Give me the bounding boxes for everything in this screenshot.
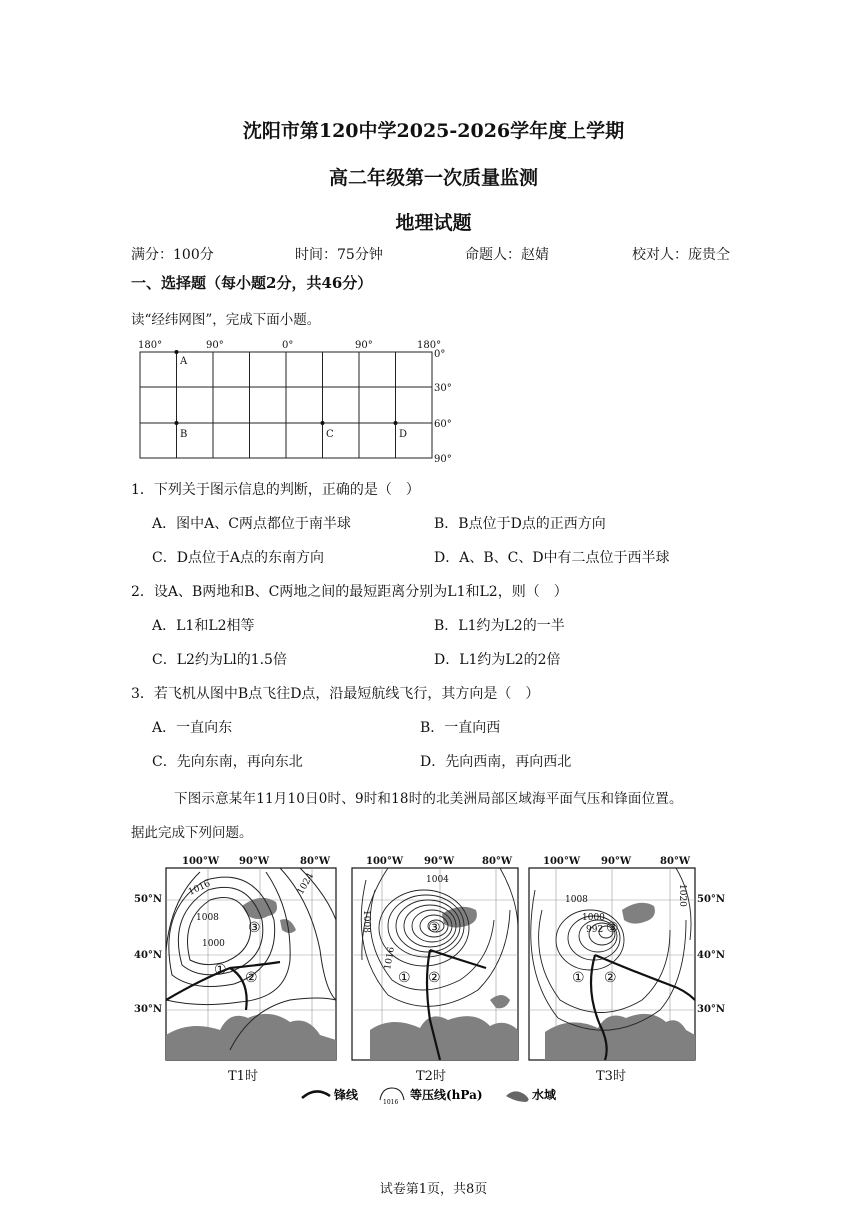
intro-grid: 读“经纬网图”，完成下面小题。 bbox=[131, 312, 321, 328]
q1-option-c[interactable]: C．D点位于A点的东南方向 bbox=[152, 550, 325, 566]
question-2-stem: 2．设A、B两地和B、C两地之间的最短距离分别为L1和L2，则（ ） bbox=[131, 584, 568, 600]
lon-label: 80°W bbox=[482, 856, 513, 867]
isobar-label: 1000 bbox=[202, 939, 225, 949]
intro-weather-line2: 据此完成下列问题。 bbox=[131, 825, 253, 841]
isobar-label: 1024 bbox=[295, 871, 317, 897]
q3-option-c[interactable]: C．先向东南，再向东北 bbox=[152, 754, 303, 770]
lat-long-grid-figure bbox=[130, 336, 460, 466]
marker-2: ② bbox=[245, 970, 258, 986]
caption-t2: T2时 bbox=[416, 1069, 446, 1084]
marker-3: ③ bbox=[248, 920, 261, 936]
point-label-c: C bbox=[326, 429, 334, 440]
q1-option-a[interactable]: A．图中A、C两点都位于南半球 bbox=[152, 516, 351, 532]
map-panel-t2 bbox=[352, 868, 518, 1060]
q2-option-d[interactable]: D．L1约为L2的2倍 bbox=[434, 652, 561, 668]
grid-top-label: 180° bbox=[417, 340, 442, 351]
q3-option-a[interactable]: A．一直向东 bbox=[152, 720, 233, 736]
isobar-label: 1004 bbox=[426, 875, 449, 885]
lat-label: 40°N bbox=[134, 950, 163, 961]
marker-3: ③ bbox=[428, 920, 441, 936]
point-label-d: D bbox=[399, 429, 408, 440]
legend-isobar: 等压线(hPa) bbox=[410, 1088, 483, 1102]
grid-right-label: 90° bbox=[434, 454, 452, 465]
lat-label: 50°N bbox=[134, 894, 163, 905]
map-panel-t3 bbox=[529, 868, 695, 1060]
lon-label: 100°W bbox=[366, 856, 404, 867]
caption-t1: T1时 bbox=[228, 1069, 258, 1084]
map-legend bbox=[302, 1087, 557, 1106]
isobar-label: 1008 bbox=[361, 910, 371, 933]
question-3-stem: 3．若飞机从图中B点飞往D点，沿最短航线飞行，其方向是（ ） bbox=[131, 686, 540, 702]
isobar-label: 1008 bbox=[565, 895, 588, 905]
legend-isobar-sample: 1016 bbox=[383, 1099, 399, 1106]
q1-option-d[interactable]: D．A、B、C、D中有二点位于西半球 bbox=[434, 550, 670, 566]
lat-label: 40°N bbox=[697, 950, 726, 961]
grid-top-label: 90° bbox=[355, 340, 373, 351]
point-a-dot bbox=[175, 350, 179, 354]
isobar-label: 1008 bbox=[196, 913, 219, 923]
grid-top-label: 0° bbox=[282, 340, 294, 351]
reviewer: 校对人：庞贵仝 bbox=[632, 247, 730, 263]
map-panel-t1 bbox=[165, 868, 336, 1060]
marker-2: ② bbox=[604, 970, 617, 986]
lon-label: 90°W bbox=[601, 856, 632, 867]
isobar-label: 1016 bbox=[383, 946, 397, 971]
lon-label: 100°W bbox=[543, 856, 581, 867]
point-label-a: A bbox=[180, 356, 188, 367]
legend-front: 锋线 bbox=[334, 1088, 359, 1102]
lat-label: 30°N bbox=[697, 1004, 726, 1015]
exam-time: 时间：75分钟 bbox=[295, 247, 383, 263]
grid-right-label: 0° bbox=[434, 349, 446, 360]
front-line-icon bbox=[302, 1091, 330, 1098]
title-school: 沈阳市第120中学2025-2026学年度上学期 bbox=[242, 120, 625, 142]
grid-top-label: 90° bbox=[206, 340, 224, 351]
q3-option-b[interactable]: B．一直向西 bbox=[420, 720, 501, 736]
intro-weather-line1: 下图示意某年11月10日0时、9时和18时的北美洲局部区域海平面气压和锋面位置。 bbox=[174, 791, 683, 807]
lat-label: 50°N bbox=[697, 894, 726, 905]
q3-option-d[interactable]: D．先向西南，再向西北 bbox=[420, 754, 572, 770]
author: 命题人：赵婧 bbox=[465, 247, 549, 263]
weather-maps-figure bbox=[130, 850, 730, 1110]
section-heading: 一、选择题（每小题2分，共46分） bbox=[131, 274, 373, 292]
marker-1: ① bbox=[572, 970, 585, 986]
page-footer: 试卷第1页，共8页 bbox=[379, 1182, 488, 1197]
isobar-label: 1020 bbox=[677, 884, 687, 907]
isobar-label: 992 bbox=[586, 925, 604, 935]
point-c-dot bbox=[321, 421, 325, 425]
grid-top-label: 180° bbox=[138, 340, 163, 351]
q2-option-a[interactable]: A．L1和L2相等 bbox=[152, 618, 255, 634]
lon-label: 80°W bbox=[660, 856, 691, 867]
title-grade: 高二年级第一次质量监测 bbox=[328, 167, 538, 189]
q2-option-c[interactable]: C．L2约为Ll的1.5倍 bbox=[152, 652, 287, 668]
point-d-dot bbox=[394, 421, 398, 425]
question-1-stem: 1．下列关于图示信息的判断，正确的是（ ） bbox=[131, 482, 420, 498]
point-label-b: B bbox=[180, 429, 188, 440]
lon-label: 90°W bbox=[239, 856, 270, 867]
lon-label: 100°W bbox=[182, 856, 220, 867]
water-icon bbox=[506, 1091, 529, 1102]
q1-option-b[interactable]: B．B点位于D点的正西方向 bbox=[434, 516, 606, 532]
lon-label: 90°W bbox=[424, 856, 455, 867]
marker-1: ① bbox=[214, 962, 227, 978]
marker-1: ① bbox=[398, 970, 411, 986]
q2-option-b[interactable]: B．L1约为L2的一半 bbox=[434, 618, 565, 634]
grid-right-label: 30° bbox=[434, 383, 452, 394]
lat-label: 30°N bbox=[134, 1004, 163, 1015]
lon-label: 80°W bbox=[300, 856, 331, 867]
grid-right-label: 60° bbox=[434, 419, 452, 430]
isobar-label: 1000 bbox=[582, 913, 605, 923]
legend-water: 水域 bbox=[532, 1088, 557, 1102]
isobar-label: 1016 bbox=[187, 878, 213, 898]
title-subject: 地理试题 bbox=[395, 212, 472, 234]
caption-t3: T3时 bbox=[596, 1069, 626, 1084]
marker-2: ② bbox=[428, 970, 441, 986]
full-score: 满分：100分 bbox=[131, 247, 214, 263]
point-b-dot bbox=[175, 421, 179, 425]
marker-3: ③ bbox=[606, 920, 619, 936]
